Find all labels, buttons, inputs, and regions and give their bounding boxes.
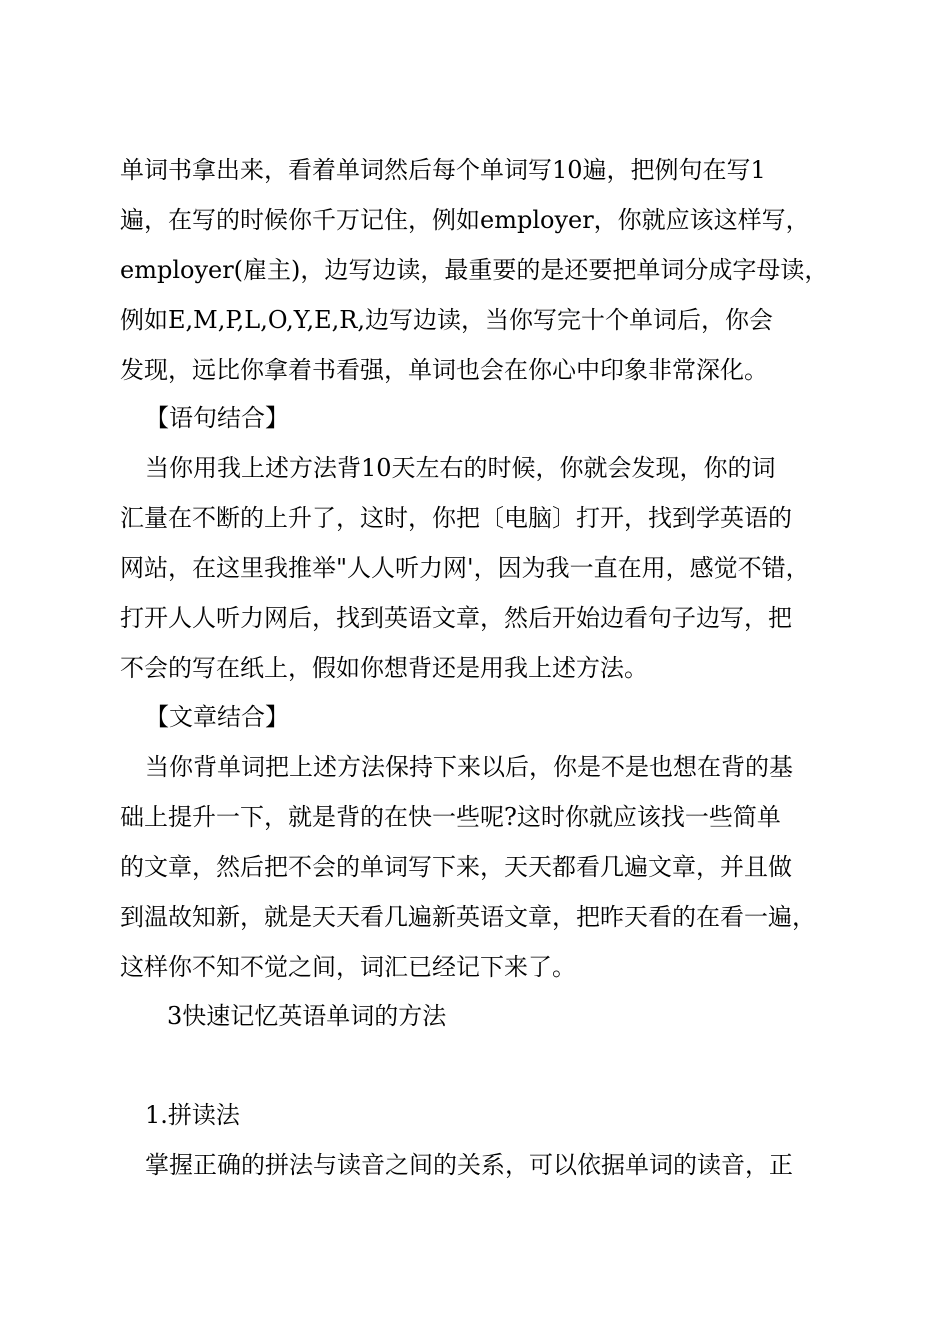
paragraph-3-line-4: 到温故知新，就是天天看几遍新英语文章，把昨天看的在看一遍，: [120, 903, 816, 931]
paragraph-2-line-1: 当你用我上述方法背10天左右的时候，你就会发现，你的词: [145, 454, 776, 482]
sub-heading-spelling-method: 1.拼读法: [145, 1101, 240, 1129]
paragraph-2-line-4: 打开人人听力网后，找到英语文章，然后开始边看句子边写，把: [120, 604, 792, 632]
paragraph-1-line-2: 遍，在写的时候你千万记住，例如employer，你就应该这样写，: [120, 206, 810, 234]
paragraph-2-line-3: 网站，在这里我推举"人人听力网'，因为我一直在用，感觉不错，: [120, 554, 810, 582]
paragraph-2-line-5: 不会的写在纸上，假如你想背还是用我上述方法。: [120, 654, 648, 682]
paragraph-4-line-1: 掌握正确的拼法与读音之间的关系，可以依据单词的读音，正: [145, 1151, 793, 1179]
paragraph-2-line-2: 汇量在不断的上升了，这时，你把〔电脑〕打开，找到学英语的: [120, 504, 792, 532]
paragraph-1-line-1: 单词书拿出来，看着单词然后每个单词写10遍，把例句在写1: [120, 156, 766, 184]
heading-sentence-combination: 【语句结合】: [145, 404, 289, 432]
paragraph-3-line-3: 的文章，然后把不会的单词写下来，天天都看几遍文章，并且做: [120, 853, 792, 881]
paragraph-3-line-1: 当你背单词把上述方法保持下来以后，你是不是也想在背的基: [145, 753, 793, 781]
section-title: 3快速记忆英语单词的方法: [167, 1002, 447, 1030]
paragraph-1-line-5: 发现，远比你拿着书看强，单词也会在你心中印象非常深化。: [120, 356, 768, 384]
heading-article-combination: 【文章结合】: [145, 703, 289, 731]
paragraph-1-line-4: 例如E,M,P,L,O,Y,E,R,边写边读，当你写完十个单词后，你会: [120, 306, 773, 334]
paragraph-3-line-5: 这样你不知不觉之间，词汇已经记下来了。: [120, 953, 576, 981]
paragraph-1-line-3: employer(雇主)，边写边读，最重要的是还要把单词分成字母读，: [120, 256, 829, 284]
paragraph-3-line-2: 础上提升一下，就是背的在快一些呢?这时你就应该找一些简单: [120, 803, 781, 831]
